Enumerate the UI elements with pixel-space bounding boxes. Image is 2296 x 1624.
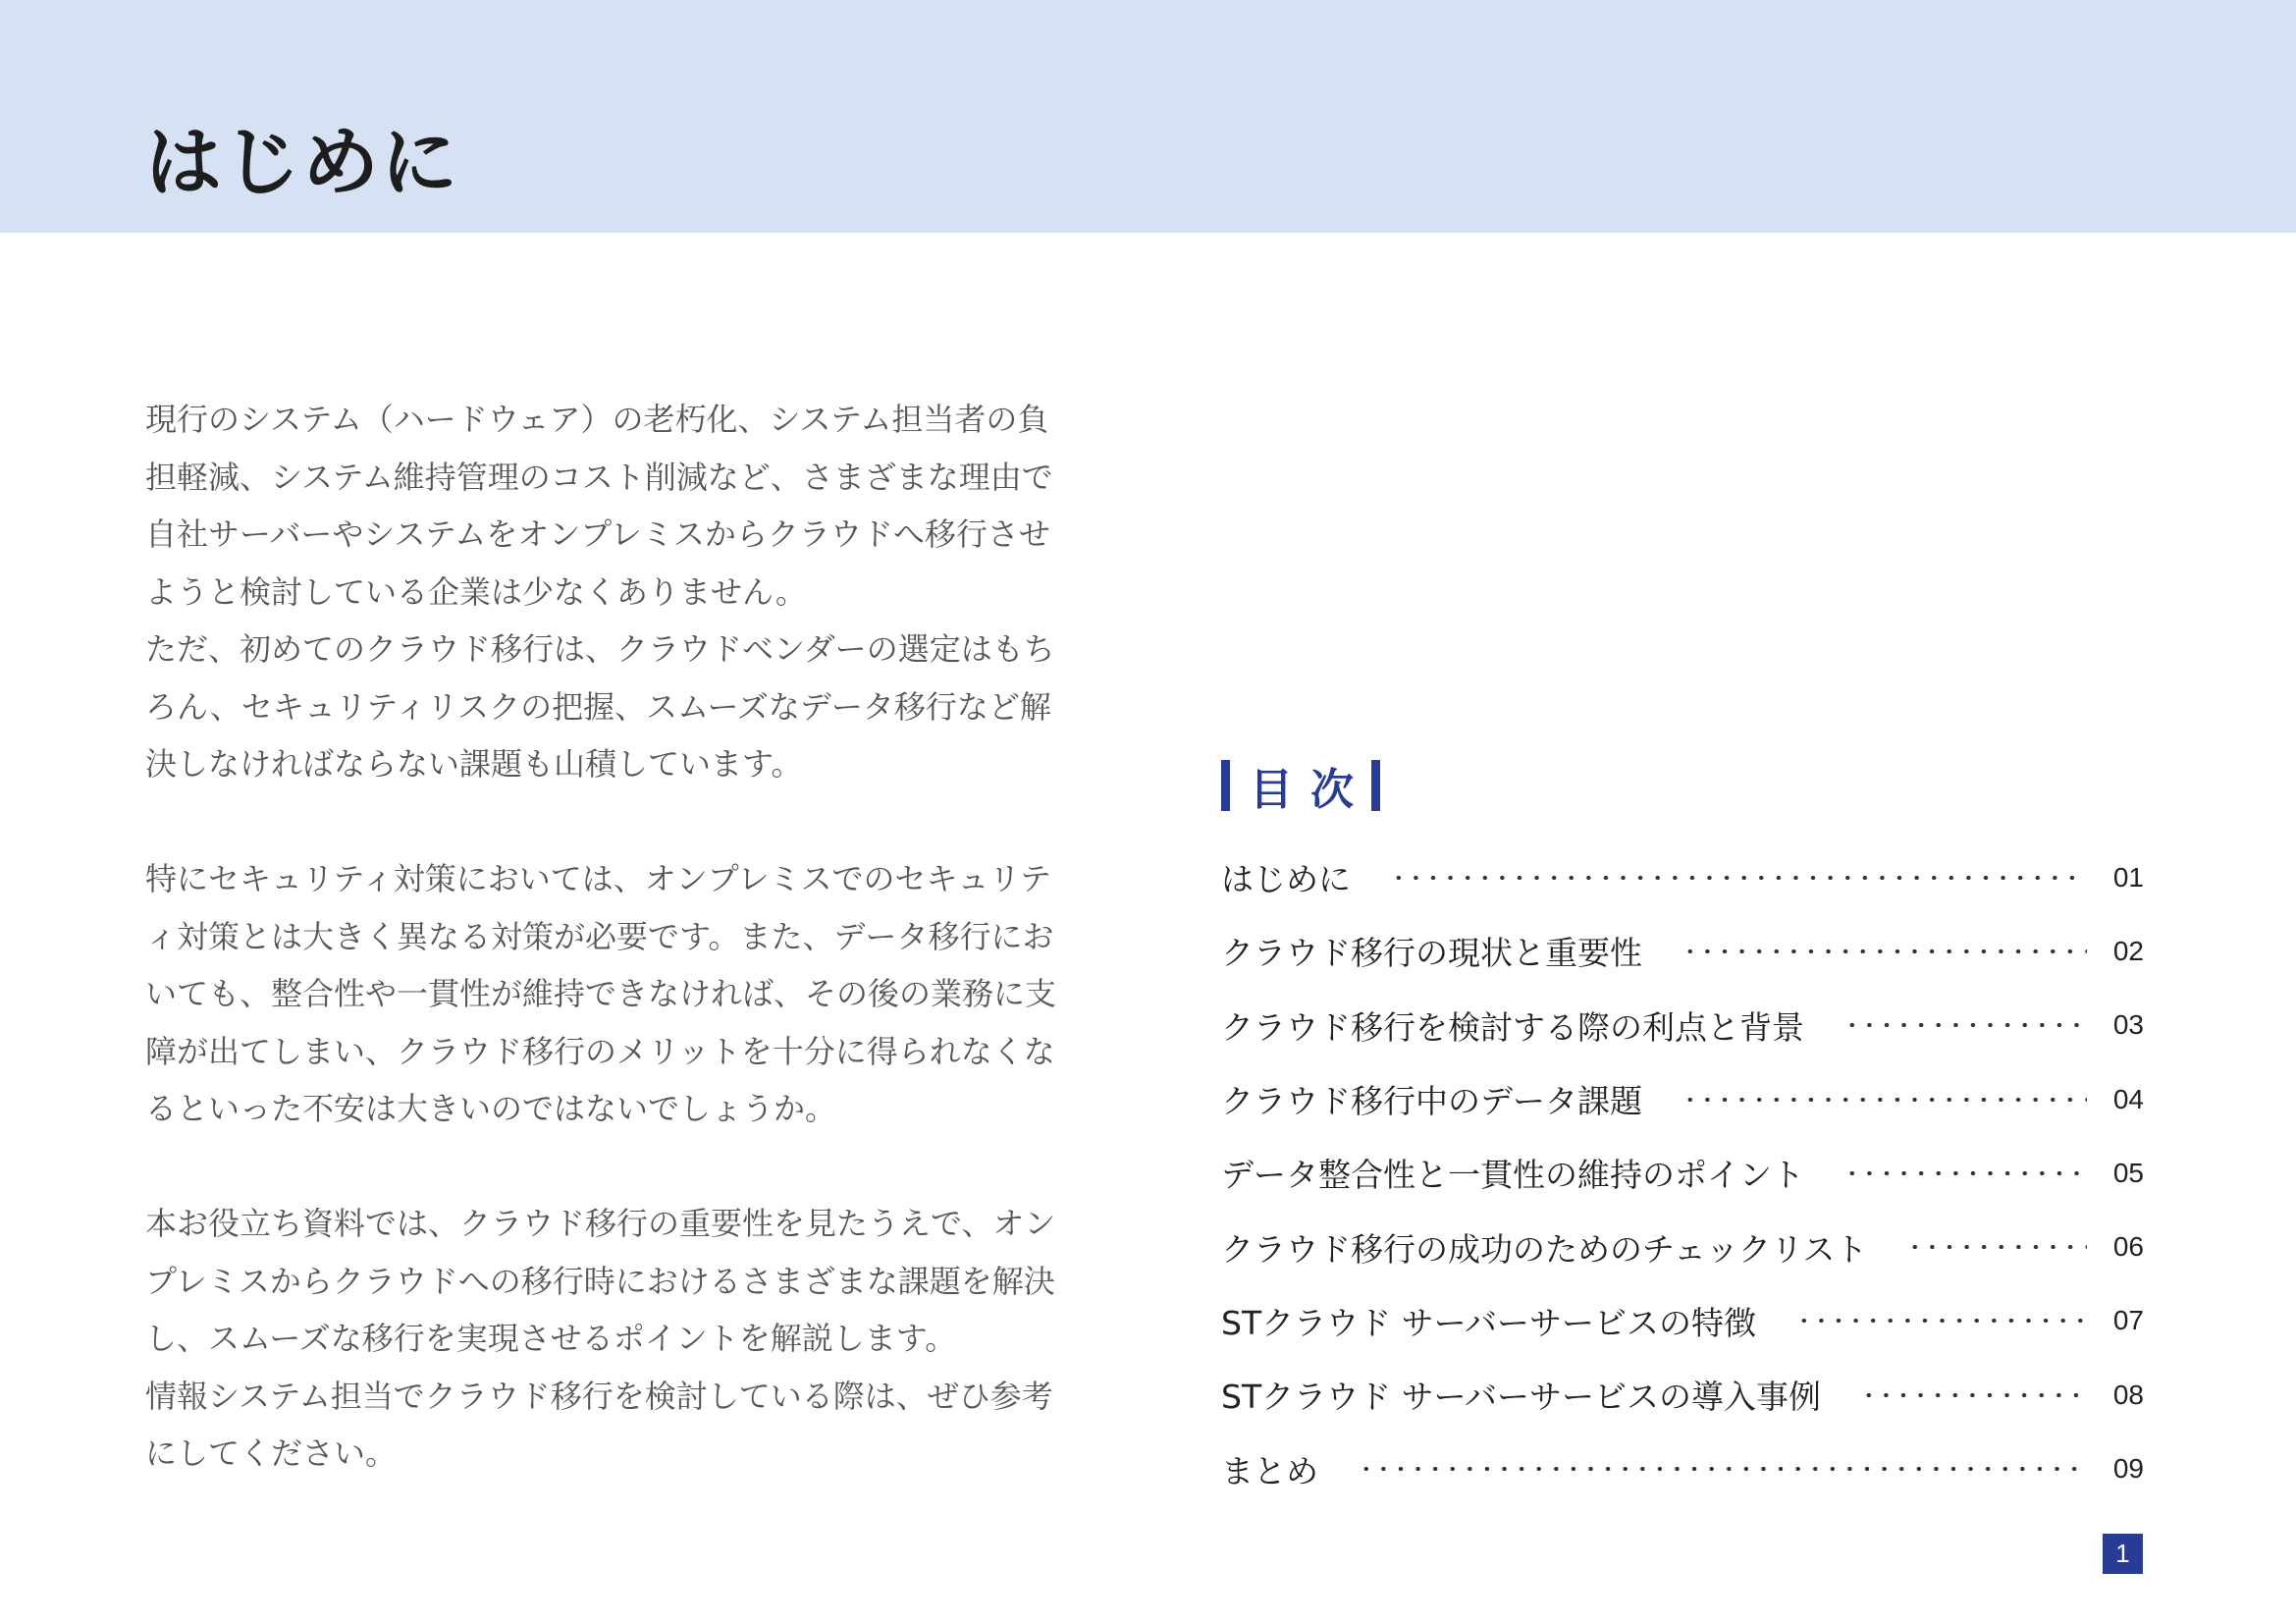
table-of-contents <box>1221 756 2144 1506</box>
toc-leader-dots <box>1358 1467 2087 1471</box>
toc-heading-bar-right <box>1371 760 1380 811</box>
toc-item[interactable] <box>1221 840 2144 914</box>
toc-item-page: 01 <box>2112 861 2144 893</box>
toc-item[interactable] <box>1221 1210 2144 1283</box>
toc-leader-dots <box>1682 949 2087 953</box>
intro-paragraph: 本お役立ち資料では、クラウド移行の重要性を見たうえで、オンプレミスからクラウドへの移行時におけるさまざまな課題を解決し、スムーズな移行を実現させるポイントを解説します。 <box>145 1205 1056 1357</box>
toc-leader-dots <box>1843 1171 2087 1175</box>
toc-heading-text: 目次 <box>1250 765 1371 815</box>
toc-item-label: はじめに <box>1221 860 1351 899</box>
toc-item[interactable] <box>1221 914 2144 988</box>
intro-paragraph: 特にセキュリティ対策においては、オンプレミスでのセキュリティ対策とは大きく異なる対策が必要です。また、データ移行においても、整合性や一貫性が維持できなければ、その後の業務に支障が出てしまい、クラウド移行のメリットを十分に得られなくなるといった不安は大きいのではないでしょうか。 <box>145 860 1057 1127</box>
toc-item-page: 02 <box>2112 935 2144 966</box>
intro-paragraph: 情報システム担当でクラウド移行を検討している際は、ぜひ参考にしてください。 <box>145 1377 1053 1472</box>
toc-item-page: 07 <box>2112 1305 2144 1336</box>
toc-item[interactable] <box>1221 989 2144 1062</box>
toc-item-page: 05 <box>2112 1157 2144 1188</box>
toc-item-label: クラウド移行中のデータ課題 <box>1221 1082 1642 1121</box>
toc-item-page: 03 <box>2112 1009 2144 1041</box>
paragraph-spacer <box>145 1138 1078 1196</box>
toc-leader-dots <box>1795 1319 2087 1323</box>
toc-item-label: STクラウド サーバーサービスの導入事例 <box>1221 1378 1821 1417</box>
intro-paragraph: ただ、初めてのクラウド移行は、クラウドベンダーの選定はもちろん、セキュリティリスクの把握、スムーズなデータ移行など解決しなければならない課題も山積しています。 <box>145 630 1055 783</box>
page-number-badge: 1 <box>2103 1534 2143 1574</box>
toc-leader-dots <box>1906 1245 2087 1249</box>
toc-item-page: 09 <box>2112 1453 2144 1485</box>
toc-item[interactable] <box>1221 1136 2144 1210</box>
toc-item-page: 08 <box>2112 1379 2144 1410</box>
toc-item-label: STクラウド サーバーサービスの特徴 <box>1221 1303 1756 1342</box>
toc-list <box>1221 840 2144 1506</box>
toc-item-label: クラウド移行を検討する際の利点と背景 <box>1221 1007 1804 1047</box>
header-band <box>0 0 2296 233</box>
toc-leader-dots <box>1390 876 2087 880</box>
toc-item[interactable] <box>1221 1284 2144 1358</box>
toc-heading <box>1221 756 2144 815</box>
toc-item-label: クラウド移行の現状と重要性 <box>1221 934 1642 973</box>
intro-body <box>145 391 1078 1483</box>
toc-leader-dots <box>1843 1023 2087 1027</box>
toc-item[interactable] <box>1221 1062 2144 1136</box>
toc-item[interactable] <box>1221 1432 2144 1505</box>
paragraph-spacer <box>145 793 1078 851</box>
toc-item-page: 04 <box>2112 1083 2144 1114</box>
toc-item[interactable] <box>1221 1358 2144 1432</box>
intro-paragraph: 現行のシステム（ハードウェア）の老朽化、システム担当者の負担軽減、システム維持管理のコスト削減など、さまざまな理由で自社サーバーやシステムをオンプレミスからクラウドへ移行させようと検討している企業は少なくありません。 <box>145 401 1053 611</box>
page-title: はじめに <box>145 119 460 207</box>
toc-item-page: 06 <box>2112 1231 2144 1263</box>
toc-heading-bar-left <box>1221 760 1230 811</box>
toc-leader-dots <box>1682 1098 2087 1102</box>
toc-item-label: データ整合性と一貫性の維持のポイント <box>1221 1156 1804 1195</box>
toc-item-label: クラウド移行の成功のためのチェックリスト <box>1221 1229 1868 1269</box>
toc-item-label: まとめ <box>1221 1451 1318 1490</box>
toc-leader-dots <box>1860 1393 2087 1397</box>
